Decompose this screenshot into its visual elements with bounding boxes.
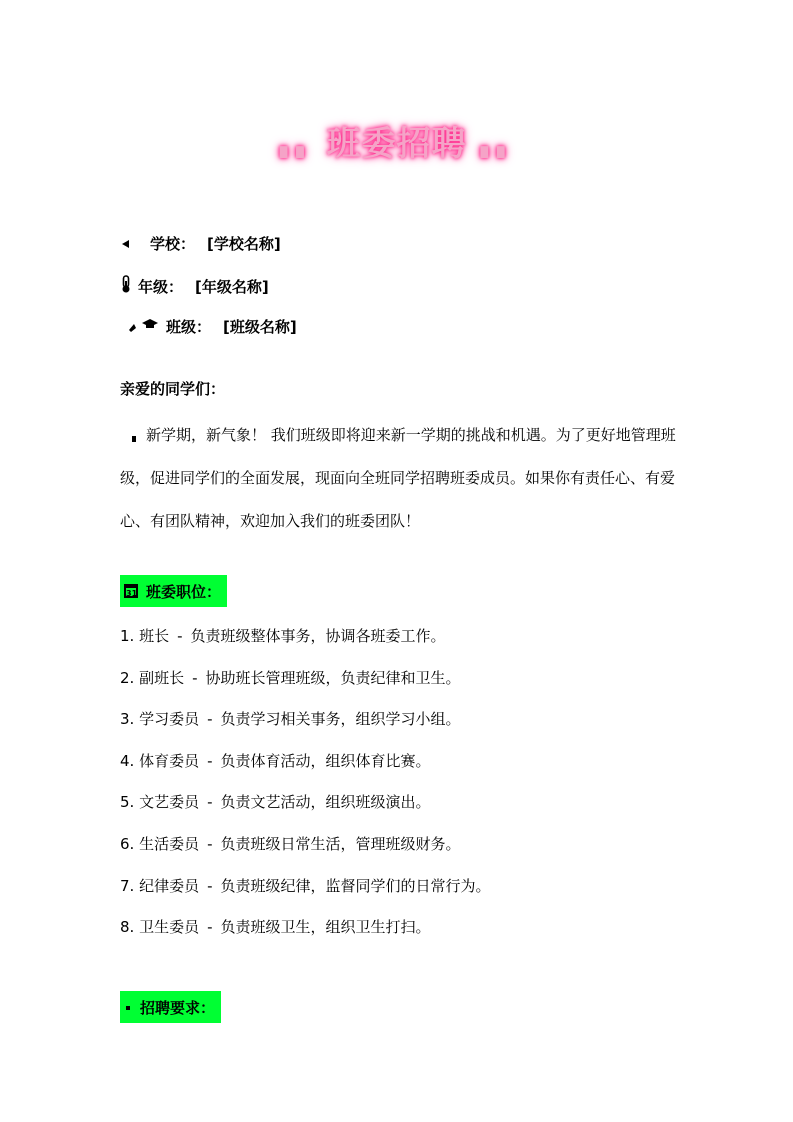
school-label: 学校： <box>150 235 196 253</box>
requirements-section-title: 招聘要求： <box>140 998 216 1017</box>
title-text: 班委招聘 <box>326 124 467 164</box>
list-item: 5. 文艺委员 - 负责文艺活动，组织班级演出。 <box>120 793 431 812</box>
title-decoration-right: ▖▖ <box>480 133 514 158</box>
grade-label: 年级： <box>138 277 184 296</box>
class-value: [班级名称] <box>223 318 297 336</box>
list-item: 1. 班长 - 负责班级整体事务，协调各班委工作。 <box>120 627 446 645</box>
positions-list <box>120 624 491 957</box>
thermometer-icon <box>120 275 132 297</box>
info-class <box>128 316 297 337</box>
school-value: [学校名称] <box>207 235 281 253</box>
list-item: 3. 学习委员 - 负责学习相关事务，组织学习小组。 <box>120 710 461 729</box>
bullet-icon <box>132 436 136 442</box>
pointer-icon <box>122 235 130 253</box>
list-item: 8. 卫生委员 - 负责班级卫生，组织卫生打扫。 <box>120 918 431 937</box>
info-school <box>122 233 281 254</box>
requirements-section-header <box>120 991 221 1023</box>
calendar-icon: 31 <box>124 584 138 598</box>
info-grade <box>120 275 269 297</box>
list-item: 6. 生活委员 - 负责班级日常生活，管理班级财务。 <box>120 834 461 853</box>
list-item: 2. 副班长 - 协助班长管理班级，负责纪律和卫生。 <box>120 668 461 687</box>
page-title <box>0 116 793 165</box>
sparkle-icon <box>124 998 132 1016</box>
greeting: 亲爱的同学们： <box>120 380 226 398</box>
grade-value: [年级名称] <box>195 277 269 296</box>
graduation-cap-icon <box>128 318 158 336</box>
list-item: 7. 纪律委员 - 负责班级纪律，监督同学们的日常行为。 <box>120 876 491 895</box>
intro-paragraph <box>120 414 680 543</box>
positions-section-header <box>120 575 227 607</box>
positions-section-title: 班委职位： <box>146 582 222 601</box>
title-decoration-left: ▖▖ <box>279 133 313 158</box>
intro-text: 新学期，新气象！ 我们班级即将迎来新一学期的挑战和机遇。为了更好地管理班级，促进同学们的全面发展，现面向全班同学招聘班委成员。如果你有责任心、有爱心、有团队精神，欢迎加入我们的班委团队！ <box>120 426 676 530</box>
class-label: 班级： <box>166 318 212 336</box>
list-item: 4. 体育委员 - 负责体育活动，组织体育比赛。 <box>120 751 431 770</box>
